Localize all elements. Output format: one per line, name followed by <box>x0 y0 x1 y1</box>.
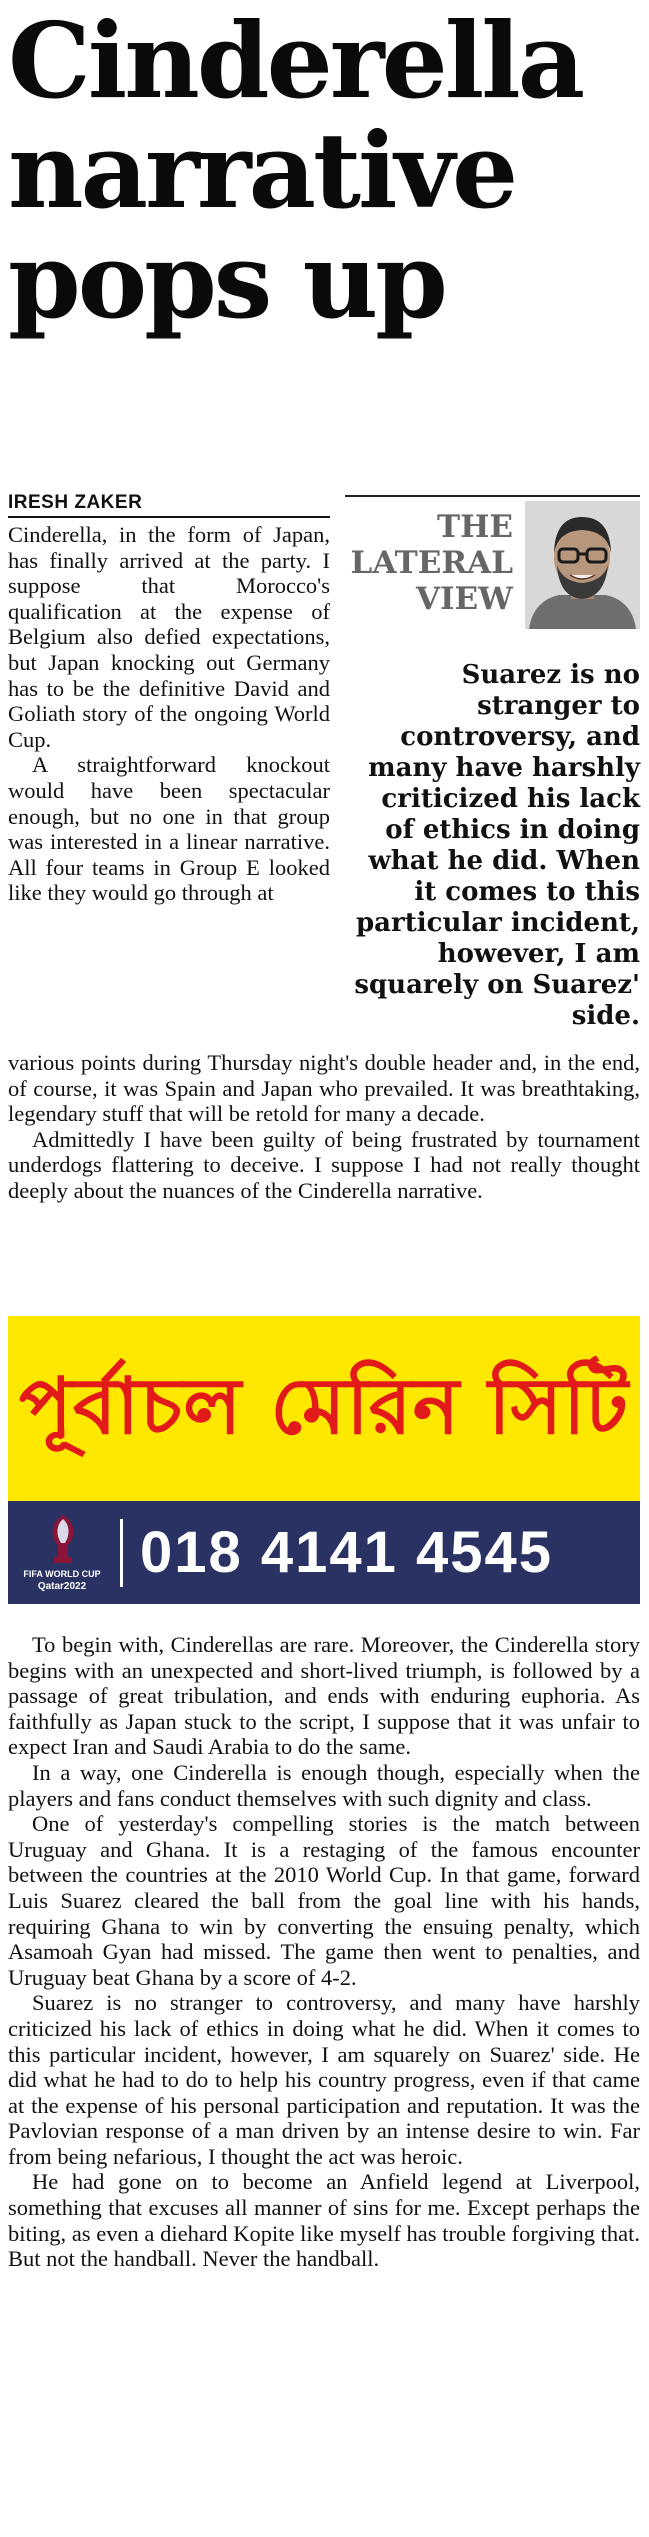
fifa-line-1: FIFA WORLD CUP <box>23 1569 101 1579</box>
paragraph: A straightforward knockout would have been spectacular enough, but no one in that group was interested in a linear narrative. All four teams in Group E looked like they would go through at <box>8 752 330 906</box>
ad-yellow-panel <box>8 1316 640 1501</box>
headline-line: Cinderella <box>8 0 583 122</box>
paragraph: In a way, one Cinderella is enough though, especially when the players and fans conduct themselves with such dignity and class. <box>8 1759 640 1811</box>
column-rule <box>8 516 330 518</box>
column-badge-text <box>345 509 513 617</box>
ad-divider <box>120 1519 123 1587</box>
headline <box>8 0 644 342</box>
column-badge-line: LATERAL <box>350 545 513 581</box>
column-badge-line: THE <box>437 509 513 545</box>
paragraph: various points during Thursday night's double header and, in the end, of course, it was Spain and Japan who prevailed. It was breathtaking, legendary stuff that will be retold for many a decade. <box>8 1050 640 1127</box>
wide-column-bottom <box>8 1632 640 2272</box>
pull-quote: Suarez is no stranger to controversy, and many have harshly criticized his lack of ethics in doing what he did. When it comes to this particular incident, however, I am squarely on Suarez' side. <box>354 660 640 1031</box>
ad-phone-number[interactable]: 018 4141 4545 <box>140 1520 554 1585</box>
author-portrait-icon <box>525 501 640 629</box>
paragraph: One of yesterday's compelling stories is the match between Uruguay and Ghana. It is a restaging of the famous encounter between the countries at the 2010 World Cup. In that game, forward Luis Suarez cleared the ball from the goal line with his hands, requiring Ghana to win by converting the ensuing penalty, which Asamoah Gyan had missed. The game then went to penalties, and Uruguay beat Ghana by a score of 4-2. <box>8 1811 640 1990</box>
headline-line: narrative <box>8 109 516 232</box>
column-badge <box>345 495 640 637</box>
paragraph: To begin with, Cinderellas are rare. Moreover, the Cinderella story begins with an unexpected and short-lived triumph, is followed by a passage of great tribulation, and ends with enduring euphoria. As faithfully as Japan stuck to the script, I suppose that it was unfair to expect Iran and Saudi Arabia to do the same. <box>8 1632 640 1760</box>
ad-navy-panel <box>8 1501 640 1604</box>
column-badge-line: VIEW <box>416 581 513 617</box>
narrow-column <box>8 522 330 906</box>
fifa-logo <box>22 1513 102 1595</box>
byline: IRESH ZAKER <box>8 492 143 513</box>
fifa-world-cup-trophy-icon <box>46 1513 80 1565</box>
paragraph: Suarez is no stranger to controversy, and many have harshly criticized his lack of ethics in doing what he did. When it comes to this particular incident, however, I am squarely on Suarez' side. He did what he had to do to help his country progress, even if that came at the expense of his personal participation and reputation. It was the Pavlovian response of a man driven by an intense desire to win. Far from being nefarious, I thought the act was heroic. <box>8 1990 640 2169</box>
paragraph: Admittedly I have been guilty of being frustrated by tournament underdogs flattering to deceive. I suppose I had not really thought deeply about the nuances of the Cinderella narrative. <box>8 1126 640 1203</box>
headline-line: pops up <box>8 219 445 342</box>
fifa-line-2: Qatar2022 <box>37 1581 87 1592</box>
ad-bengali-title: পূর্বাচল মেরিন সিটি <box>19 1362 629 1452</box>
wide-column-top <box>8 1050 640 1204</box>
paragraph: Cinderella, in the form of Japan, has finally arrived at the party. I suppose that Morocco's qualification at the expense of Belgium also defied expectations, but Japan knocking out Germany has to be the definitive David and Goliath story of the ongoing World Cup. <box>8 522 330 752</box>
advertisement[interactable] <box>8 1316 640 1604</box>
paragraph: He had gone on to become an Anfield legend at Liverpool, something that excuses all manner of sins for me. Except perhaps the biting, as even a diehard Kopite like myself has trouble forgiving that. But not the handball. Never the handball. <box>8 2169 640 2272</box>
